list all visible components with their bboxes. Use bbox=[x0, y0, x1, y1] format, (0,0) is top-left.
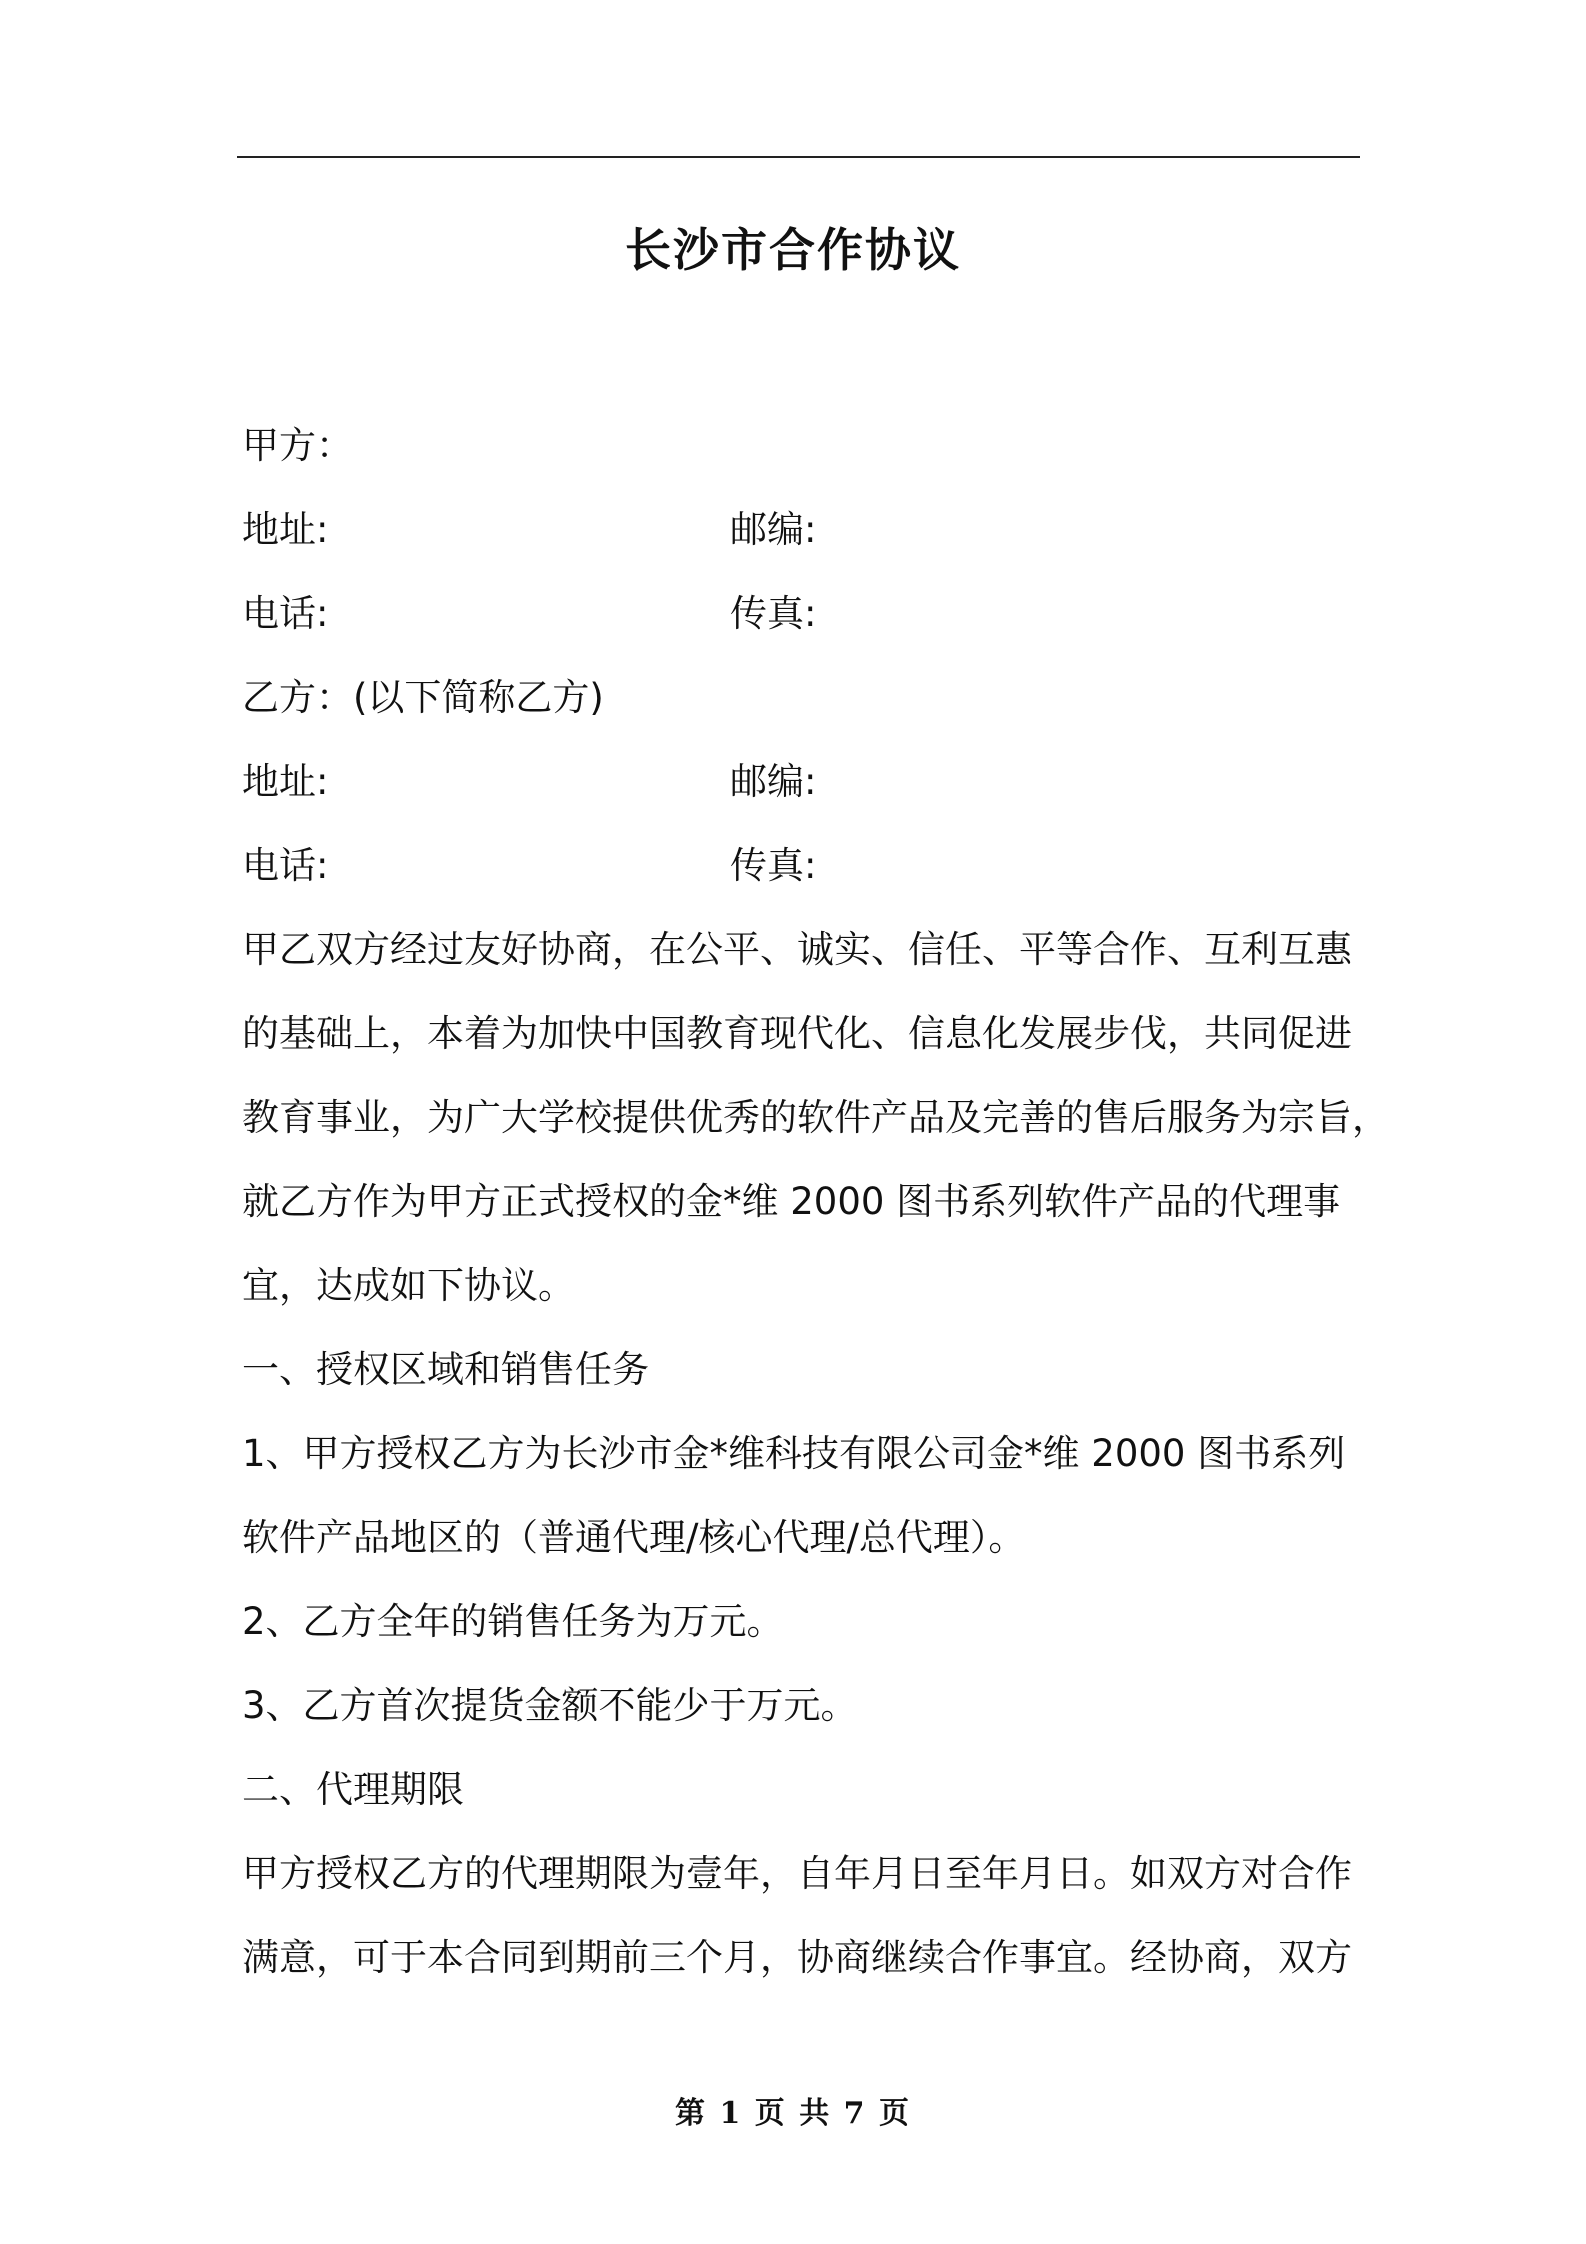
section-1-heading: 一、授权区域和销售任务 bbox=[242, 1348, 649, 1391]
party-a-phone-row bbox=[242, 572, 1367, 656]
party-b-address-label: 地址: bbox=[242, 760, 329, 803]
section-1-item-1-line: 软件产品地区的（普通代理/核心代理/总代理）。 bbox=[242, 1516, 1026, 1559]
party-b-phone-row bbox=[242, 824, 1367, 908]
intro-line: 甲乙双方经过友好协商，在公平、诚实、信任、平等合作、互利互惠 bbox=[242, 928, 1352, 971]
section-1-item-1-line: 1、甲方授权乙方为长沙市金*维科技有限公司金*维 2000 图书系列 bbox=[242, 1432, 1346, 1475]
party-b-postcode-label: 邮编: bbox=[730, 760, 817, 803]
intro-paragraph bbox=[242, 908, 1389, 1328]
section-1-item-2: 2、乙方全年的销售任务为万元。 bbox=[242, 1600, 784, 1643]
party-a-address-row bbox=[242, 488, 1367, 572]
party-a-postcode-label: 邮编: bbox=[730, 508, 817, 551]
party-a-phone-label: 电话: bbox=[242, 592, 329, 635]
intro-line: 教育事业，为广大学校提供优秀的软件产品及完善的售后服务为宗旨， bbox=[242, 1096, 1389, 1139]
party-a-label: 甲方： bbox=[242, 424, 353, 467]
section-1-item-3: 3、乙方首次提货金额不能少于万元。 bbox=[242, 1684, 858, 1727]
section-2-line: 满意，可于本合同到期前三个月，协商继续合作事宜。经协商，双方 bbox=[242, 1936, 1352, 1979]
section-2-paragraph bbox=[242, 1832, 1367, 2000]
document-title: 长沙市合作协议 bbox=[625, 223, 961, 277]
intro-line: 就乙方作为甲方正式授权的金*维 2000 图书系列软件产品的代理事 bbox=[242, 1180, 1341, 1223]
header-rule bbox=[237, 156, 1360, 158]
party-b-fax-label: 传真: bbox=[730, 844, 817, 887]
intro-line: 宜，达成如下协议。 bbox=[242, 1264, 575, 1307]
party-b-phone-label: 电话: bbox=[242, 844, 329, 887]
intro-line: 的基础上，本着为加快中国教育现代化、信息化发展步伐，共同促进 bbox=[242, 1012, 1352, 1055]
party-a-fax-label: 传真: bbox=[730, 592, 817, 635]
party-a-address-label: 地址: bbox=[242, 508, 329, 551]
page-number-footer: 第 1 页 共 7 页 bbox=[675, 2096, 911, 2131]
party-b-label: 乙方：(以下简称乙方) bbox=[242, 676, 604, 719]
section-1-item-1 bbox=[242, 1412, 1367, 1580]
party-b-address-row bbox=[242, 740, 1367, 824]
document-body bbox=[242, 404, 1389, 2000]
section-2-heading: 二、代理期限 bbox=[242, 1768, 464, 1811]
section-2-line: 甲方授权乙方的代理期限为壹年，自年月日至年月日。如双方对合作 bbox=[242, 1852, 1352, 1895]
